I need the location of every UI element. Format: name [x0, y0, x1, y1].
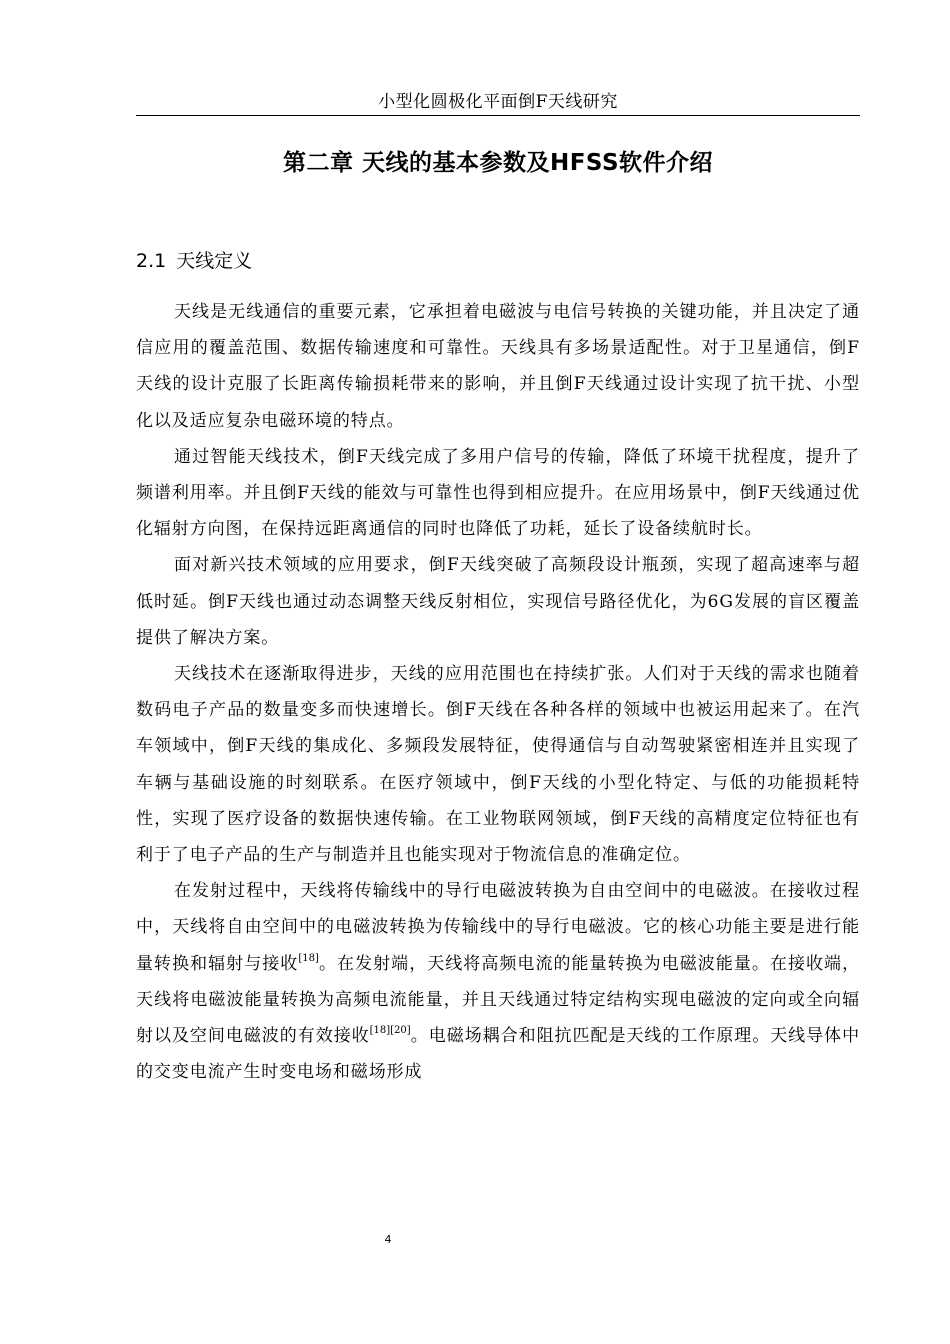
paragraph-5 [136, 873, 860, 1090]
section-title: 天线定义 [176, 250, 253, 272]
paragraph-5-text-a: 在发射过程中，天线将传输线中的导行电磁波转换为自由空间中的电磁波。在接收过程中，天线将自由空间中的电磁波转换为传输线中的导行电磁波。它的核心功能主要是进行能量转换和辐射与接收 [136, 881, 860, 974]
running-header: 小型化圆极化平面倒F天线研究 [378, 92, 618, 112]
paragraph-5-text-c: 。电磁场耦合和阻抗匹配是天线的工作原理。天线导体中的交变电流产生时变电场和磁场形成 [136, 1026, 861, 1083]
body-text [136, 294, 860, 1090]
chapter-title: 第二章 天线的基本参数及HFSS软件介绍 [282, 150, 714, 176]
header-rule [136, 115, 860, 116]
paragraph-4: 天线技术在逐渐取得进步，天线的应用范围也在持续扩张。人们对于天线的需求也随着数码电子产品的数量变多而快速增长。倒F天线在各种各样的领域中也被运用起来了。在汽车领域中，倒F天线的集成化、多频段发展特征，使得通信与自动驾驶紧密相连并且实现了车辆与基础设施的时刻联系。在医疗领域中，倒F天线的小型化特定、与低的功能损耗特性，实现了医疗设备的数据快速传输。在工业物联网领域，倒F天线的高精度定位特征也有利于了电子产品的生产与制造并且也能实现对于物流信息的准确定位。 [136, 664, 860, 866]
citation-18: [18] [298, 952, 319, 964]
paragraph-2: 通过智能天线技术，倒F天线完成了多用户信号的传输，降低了环境干扰程度，提升了频谱利用率。并且倒F天线的能效与可靠性也得到相应提升。在应用场景中，倒F天线通过优化辐射方向图，在保持远距离通信的同时也降低了功耗，延长了设备续航时长。 [136, 446, 860, 540]
section-number: 2.1 [136, 250, 167, 272]
paragraph-5-text-b: 。在发射端，天线将高频电流的能量转换为电磁波能量。在接收端，天线将电磁波能量转换为高频电流能量，并且天线通过特定结构实现电磁波的定向或全向辐射以及空间电磁波的有效接收 [136, 953, 860, 1047]
section-heading [136, 247, 252, 275]
paragraph-1: 天线是无线通信的重要元素，它承担着电磁波与电信号转换的关键功能，并且决定了通信应用的覆盖范围、数据传输速度和可靠性。天线具有多场景适配性。对于卫星通信，倒F天线的设计克服了长距离传输损耗带来的影响，并且倒F天线通过设计实现了抗干扰、小型化以及适应复杂电磁环境的特点。 [136, 302, 860, 431]
page-number: 4 [384, 1233, 392, 1246]
paragraph-3: 面对新兴技术领域的应用要求，倒F天线突破了高频段设计瓶颈，实现了超高速率与超低时延。倒F天线也通过动态调整天线反射相位，实现信号路径优化，为6G发展的盲区覆盖提供了解决方案。 [136, 555, 860, 648]
citation-18-20: [18][20] [369, 1025, 411, 1037]
